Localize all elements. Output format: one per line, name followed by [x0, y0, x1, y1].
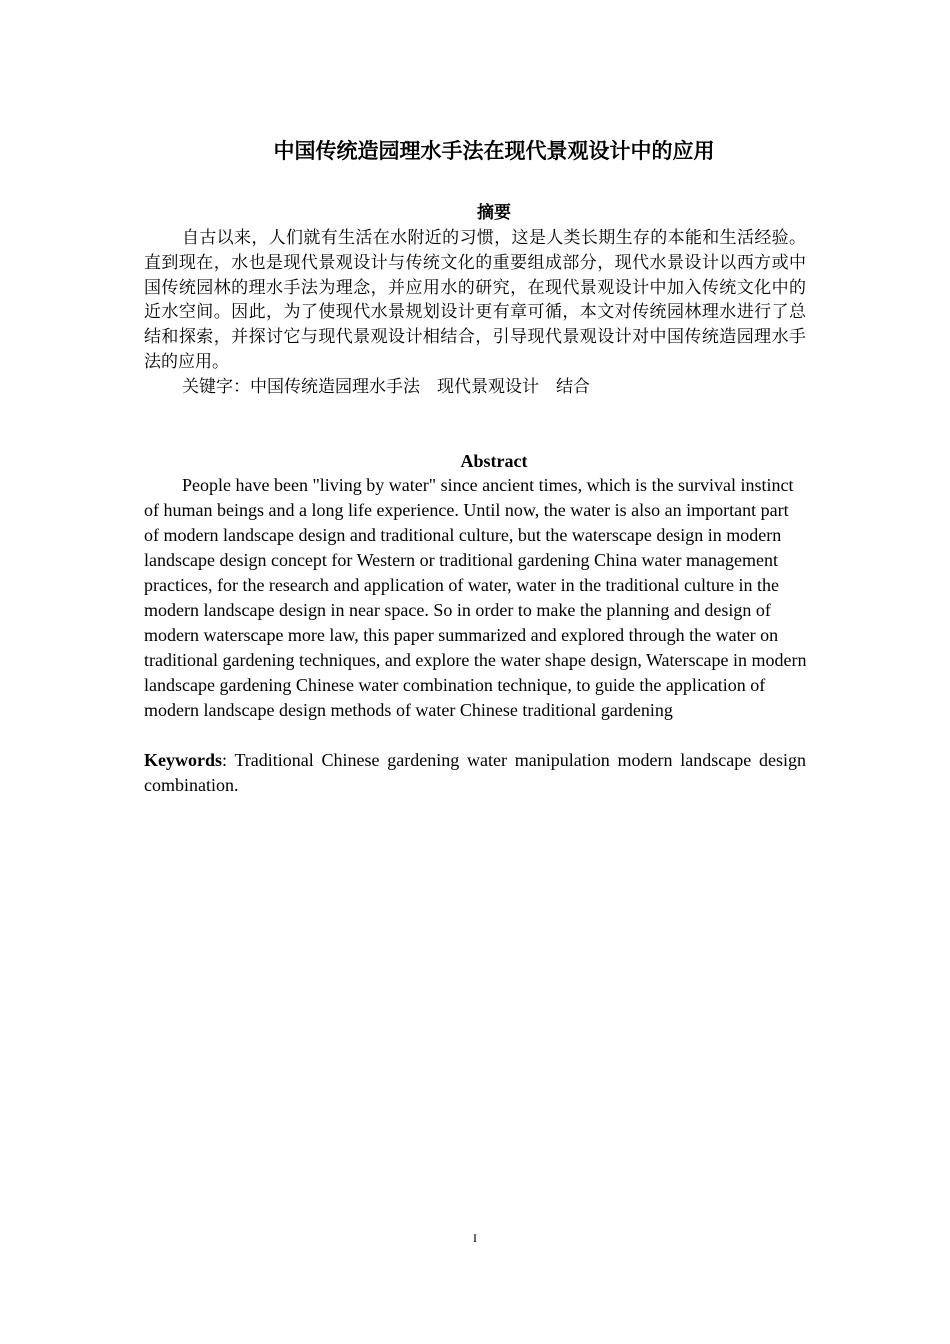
page-number: I: [473, 1231, 477, 1245]
document-title: 中国传统造园理水手法在现代景观设计中的应用: [273, 139, 715, 163]
chinese-keywords: 关键字：中国传统造园理水手法 现代景观设计 结合: [182, 377, 590, 397]
english-keywords-text: : Traditional Chinese gardening water manipulation modern landscape design combination.: [144, 750, 806, 795]
english-abstract-body: People have been "living by water" since ancient times, which is the survival instinct of human beings and a long life experience. Until now, the water is also an important part of modern landscape design and traditional culture, but the waterscape design in modern landscape design concept for Western or traditional gardening China water management practices, for the research and application of water, water in the traditional culture in the modern landscape design in near space. So in order to make the planning and design of modern waterscape more law, this paper summarized and explored through the water on traditional gardening techniques, and explore the water shape design, Waterscape in modern landscape gardening Chinese water combination technique, to guide the application of modern landscape design methods of water Chinese traditional gardening: [144, 475, 807, 720]
chinese-abstract-body: 自古以来，人们就有生活在水附近的习惯，这是人类长期生存的本能和生活经验。直到现在，水也是现代景观设计与传统文化的重要组成部分，现代水景设计以西方或中国传统园林的理水手法为理念，并应用水的研究，在现代景观设计中加入传统文化中的近水空间。因此，为了使现代水景规划设计更有章可循，本文对传统园林理水进行了总结和探索，并探讨它与现代景观设计相结合，引导现代景观设计对中国传统造园理水手法的应用。: [144, 228, 806, 372]
english-keywords-label: Keywords: [144, 750, 222, 770]
english-abstract-heading: Abstract: [460, 451, 528, 471]
chinese-abstract-heading: 摘要: [477, 203, 511, 223]
english-keywords: [144, 748, 806, 798]
